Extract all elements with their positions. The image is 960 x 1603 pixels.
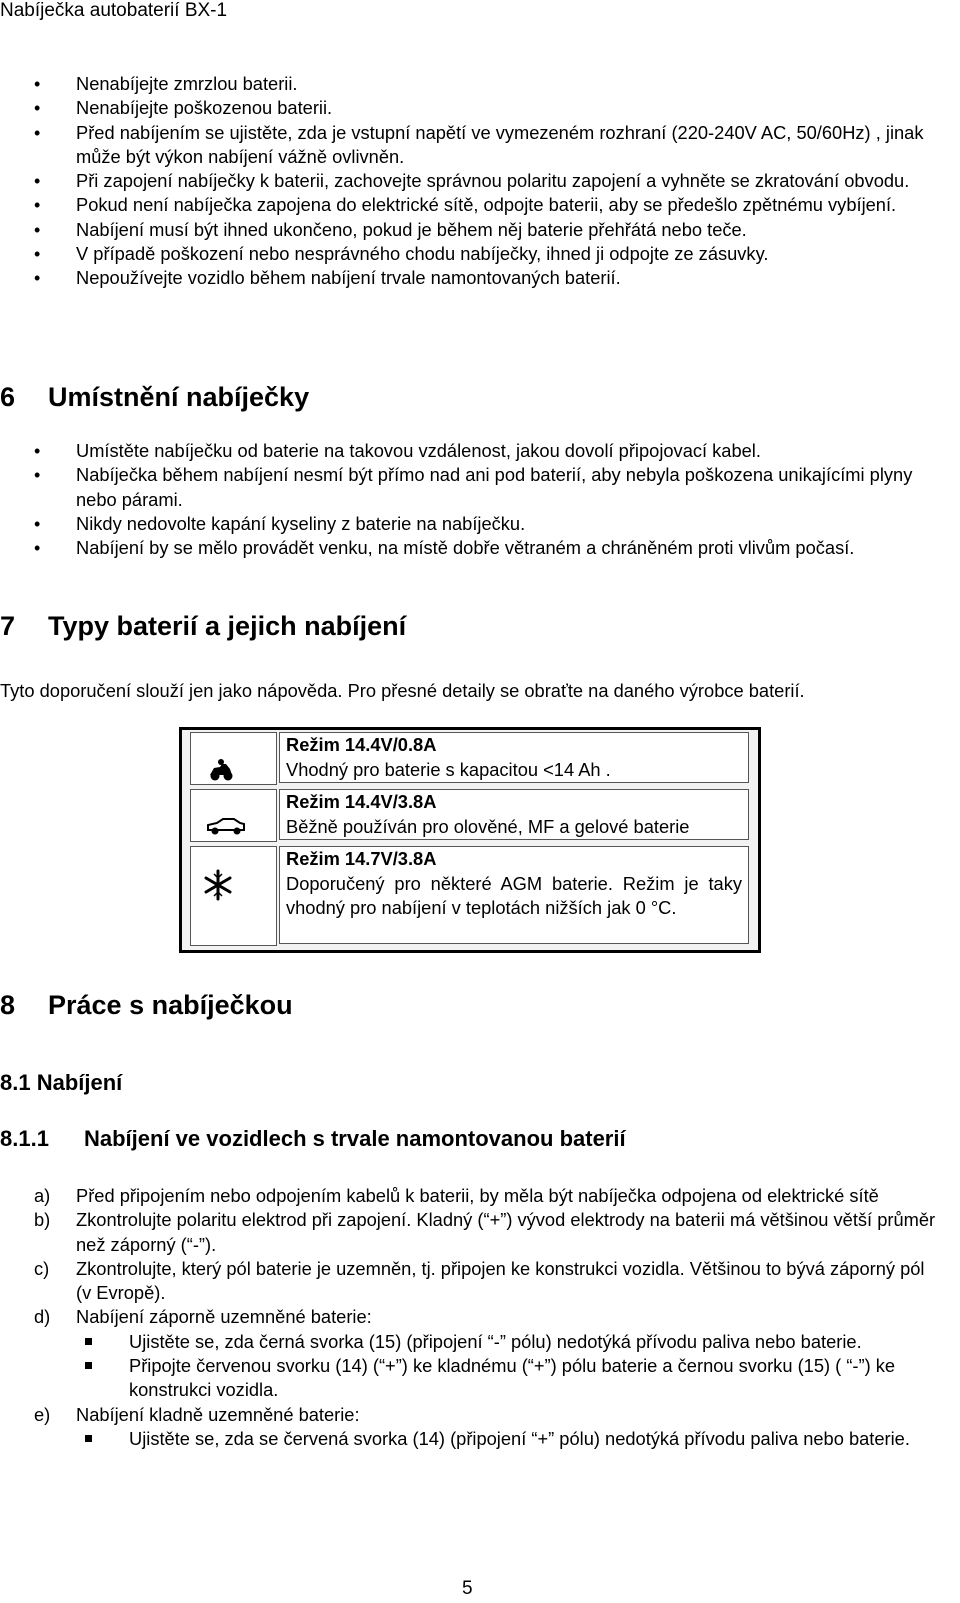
section-title: Umístnění nabíječky: [48, 382, 310, 412]
snowflake-icon: [191, 847, 276, 945]
list-item: [34, 1257, 939, 1306]
section-title: Typy baterií a jejich nabíjení: [48, 611, 407, 641]
list-item: [34, 1305, 939, 1402]
mode-title: Režim 14.4V/3.8A: [286, 791, 437, 812]
section-7-intro: Tyto doporučení slouží jen jako nápověda. Pro přesné detaily se obraťte na daného výrobce baterií.: [0, 680, 805, 701]
subsubsection-title: Nabíjení ve vozidlech s trvale namontovanou baterií: [84, 1126, 626, 1151]
placement-bullet-list: [34, 439, 954, 560]
list-item: • Umístěte nabíječku od baterie na takovou vzdálenost, jakou dovolí připojovací kabel.: [34, 439, 954, 463]
section-title: Práce s nabíječkou: [48, 990, 293, 1020]
section-6-heading: [0, 382, 309, 413]
charge-mode-table: [179, 727, 761, 953]
list-item: [34, 1403, 939, 1452]
section-number: 8: [0, 990, 16, 1020]
subsubsection-number: 8.1.1: [0, 1126, 49, 1151]
sub-list-item: Ujistěte se, zda se červená svorka (14) (připojení “+” pólu) nedotýká přívodu paliva nebo baterie.: [76, 1427, 939, 1451]
mode-icon-cell: [190, 789, 277, 842]
list-item: • Nepoužívejte vozidlo během nabíjení trvale namontovaných baterií.: [34, 266, 954, 290]
step-label: d): [34, 1306, 51, 1328]
mode-text-cell: [279, 789, 749, 840]
subsection-title: Nabíjení: [36, 1070, 123, 1095]
mode-title: Režim 14.4V/0.8A: [286, 734, 437, 755]
list-item: • Nikdy nedovolte kapání kyseliny z baterie na nabíječku.: [34, 512, 954, 536]
list-item: [34, 1208, 939, 1257]
subsection-heading: [0, 1070, 122, 1096]
list-item: • Pokud není nabíječka zapojena do elektrické sítě, odpojte baterii, aby se předešlo zpětnému vybíjení.: [34, 193, 954, 217]
step-text: Před připojením nebo odpojením kabelů k baterii, by měla být nabíječka odpojena od elektrické sítě: [76, 1185, 879, 1206]
document-header: Nabíječka autobaterií BX-1: [0, 0, 228, 21]
list-item: • Nenabíjejte zmrzlou baterii.: [34, 72, 954, 96]
mode-description: Doporučený pro některé AGM baterie. Režim je taky vhodný pro nabíjení v teplotách nižších jak 0 °C.: [286, 872, 742, 918]
step-text: Nabíjení záporně uzemněné baterie:: [76, 1306, 372, 1328]
section-7-heading: [0, 611, 406, 642]
list-item: [34, 1184, 939, 1208]
motorcycle-icon: [191, 733, 276, 784]
sub-step-list: [76, 1427, 939, 1451]
mode-icon-cell: [190, 732, 277, 785]
list-item: • Nabíjení musí být ihned ukončeno, pokud je během něj baterie přehřátá nebo teče.: [34, 218, 954, 242]
step-text: Zkontrolujte, který pól baterie je uzemněn, tj. připojen ke konstrukci vozidla. Většinou to bývá záporný pól (v Evropě).: [76, 1257, 925, 1304]
list-item: • Nabíječka během nabíjení nesmí být přímo nad ani pod baterií, aby nebyla poškozena unikajícími plyny nebo párami.: [34, 463, 954, 512]
sub-list-item: Připojte červenou svorku (14) (“+”) ke kladnému (“+”) pólu baterie a černou svorku (15) ( “-”) ke konstrukci vozidla.: [76, 1354, 939, 1403]
mode-text-cell: [279, 846, 749, 944]
subsubsection-heading: [0, 1126, 626, 1152]
step-label: e): [34, 1403, 51, 1425]
mode-description: Vhodný pro baterie s kapacitou <14 Ah .: [286, 758, 611, 780]
mode-text-cell: [279, 732, 749, 783]
list-item: • Při zapojení nabíječky k baterii, zachovejte správnou polaritu zapojení a vyhněte se zkratování obvodu.: [34, 169, 954, 193]
charging-steps-list: [34, 1184, 939, 1451]
list-item: • Nabíjení by se mělo provádět venku, na místě dobře větraném a chráněném proti vlivům počasí.: [34, 536, 954, 560]
step-label: a): [34, 1185, 51, 1206]
mode-title: Režim 14.7V/3.8A: [286, 848, 437, 869]
sub-list-item: Ujistěte se, zda černá svorka (15) (připojení “-” pólu) nedotýká přívodu paliva nebo baterie.: [76, 1330, 939, 1354]
section-8-heading: [0, 990, 293, 1021]
section-number: 7: [0, 611, 16, 641]
mode-description: Běžně používán pro olověné, MF a gelové baterie: [286, 815, 690, 837]
step-label: b): [34, 1209, 51, 1231]
subsection-number: 8.1: [0, 1070, 31, 1095]
page-number: 5: [462, 1578, 473, 1599]
mode-icon-cell: [190, 846, 277, 946]
list-item: • Před nabíjením se ujistěte, zda je vstupní napětí ve vymezeném rozhraní (220-240V AC, 50/60Hz) , jinak může být výkon nabíjení vážně ovlivněn.: [34, 121, 954, 170]
step-label: c): [34, 1257, 50, 1279]
section-number: 6: [0, 382, 16, 412]
step-text: Nabíjení kladně uzemněné baterie:: [76, 1403, 360, 1425]
step-text: Zkontrolujte polaritu elektrod při zapojení. Kladný (“+”) vývod elektrody na baterii má většinou větší průměr než záporný (“-”).: [76, 1209, 936, 1255]
car-icon: [191, 790, 276, 841]
safety-bullet-list: [34, 72, 954, 291]
list-item: • V případě poškození nebo nesprávného chodu nabíječky, ihned ji odpojte ze zásuvky.: [34, 242, 954, 266]
list-item: • Nenabíjejte poškozenou baterii.: [34, 96, 954, 120]
sub-step-list: [76, 1330, 939, 1403]
